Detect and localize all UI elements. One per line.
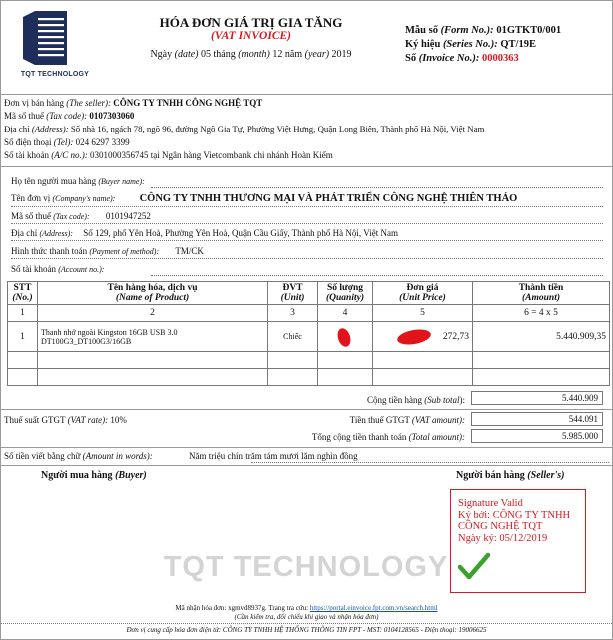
table-row [8, 322, 610, 352]
lookup-info: Mã nhận hóa đơn: xgmvd8937g. Trang tra cứu: https://portal.einvoice.fpt.com.vn/search.html [175, 604, 438, 612]
invoice-title: HÓA ĐƠN GIÁ TRỊ GIA TĂNG [159, 15, 343, 30]
watermark: TQT TECHNOLOGY [163, 551, 449, 583]
header-stt: STT (No.) [8, 282, 38, 305]
seller-signature-label: Người bán hàng (Seller's) [456, 470, 565, 481]
redaction-mark [335, 327, 352, 349]
invoice-date: Ngày (date) 05 tháng (month) 12 năm (year) 2019 [150, 49, 352, 60]
items-table [7, 281, 610, 386]
buyer-company: Tên đơn vị (Company's name): CÔNG TY TNHH THƯƠNG MẠI VÀ PHÁT TRIỂN CÔNG NGHỆ THIÊN THẢO [11, 193, 518, 204]
buyer-name: Họ tên người mua hàng (Buyer name): [11, 176, 145, 186]
lookup-note: (Cần kiểm tra, đối chiếu khi giao và nhận hóa đơn) [234, 613, 379, 621]
seller-address: Địa chỉ (Address): Số nhà 16, ngách 78, ngõ 96, đường Ngô Gia Tự, Phường Việt Hưng, Quận Long Biên, Thành phố Hà Nội, Việt Nam [4, 124, 485, 134]
header-product: Tên hàng hóa, dịch vụ (Name of Product) [38, 282, 268, 305]
signature-stamp: Signature Valid Ký bởi: CÔNG TY TNHH CÔNG NGHỆ TQT Ngày ký: 05/12/2019 [450, 489, 586, 593]
buyer-signature-label: Người mua hàng (Buyer) [41, 470, 147, 481]
serial-number: Ký hiệu (Series No.): QT/19E [405, 39, 536, 50]
table-empty-row [8, 352, 610, 369]
redaction-mark [396, 327, 432, 347]
provider-info: Đơn vị cung cấp hóa đơn điện tử: CÔNG TY TNHH HỆ THỐNG THÔNG TIN FPT - MST: 0104128565 - Điện thoại: 19006625 [126, 626, 487, 634]
invoice-number: Số (Invoice No.): 0000363 [405, 53, 519, 64]
row-quantity [318, 322, 373, 352]
row-unit-price: 272,73 [373, 322, 473, 352]
buyer-account: Số tài khoản (Account no.): [11, 264, 105, 274]
table-header-row [8, 282, 610, 305]
table-empty-row [8, 369, 610, 386]
buyer-address: Địa chỉ (Address): Số 129, phố Yên Hoà, Phường Yên Hoà, Quận Cầu Giấy, Thành phố Hà Nội, Việt Nam [11, 228, 398, 238]
header-unit-price: Đơn giá (Unit Price) [373, 282, 473, 305]
amount-in-words: Số tiền viết bằng chữ (Amount in words): Năm triệu chín trăm tám mươi lăm nghìn đồng [4, 451, 358, 461]
buyer-tax-code: Mã số thuế (Tax code): 0101947252 [11, 211, 151, 221]
logo-mark-icon [21, 9, 91, 69]
lookup-link[interactable]: https://portal.einvoice.fpt.com.vn/search.html [309, 604, 438, 612]
header-unit: ĐVT (Unit) [268, 282, 318, 305]
seller-tax-code: Mã số thuế (Tax code): 0107303060 [4, 111, 135, 121]
form-number: Mẫu số (Form No.): 01GTKT0/001 [405, 25, 562, 36]
vat-amount-value: 544.091 [471, 412, 603, 426]
vat-rate: Thuế suất GTGT (VAT rate): 10% [4, 415, 127, 425]
subtotal-label: Cộng tiền hàng (Sub total): [367, 395, 465, 405]
header-quantity: Số lượng (Quanity) [318, 282, 373, 305]
row-product: Thanh nhớ ngoài Kingston 16GB USB 3.0 DT100G3_DT100G3/16GB [38, 322, 268, 352]
total-value: 5.985.000 [471, 429, 603, 443]
company-logo [21, 9, 91, 81]
row-stt: 1 [8, 322, 38, 352]
vat-amount-label: Tiền thuế GTGT (VAT amount): [349, 415, 465, 425]
invoice-title-en: (VAT INVOICE) [211, 30, 291, 42]
total-label: Tổng cộng tiền thanh toán (Total amount): [311, 432, 465, 442]
seller-name: Đơn vị bán hàng (The seller): CÔNG TY TNHH CÔNG NGHỆ TQT [4, 98, 263, 108]
seller-phone: Số điện thoại (Tel): 024 6297 3399 [4, 137, 130, 147]
logo-text: TQT TECHNOLOGY [20, 71, 90, 78]
header-amount: Thành tiền (Amount) [473, 282, 610, 305]
subtotal-value: 5.440.909 [471, 391, 603, 405]
checkmark-icon [457, 552, 491, 586]
row-amount: 5.440.909,35 [473, 322, 610, 352]
table-index-row: 1 2 3 4 5 6 = 4 x 5 [8, 305, 610, 322]
row-unit: Chiếc [268, 322, 318, 352]
seller-account: Số tài khoản (A/C no.): 0301000356745 tại Ngân hàng Vietcombank chi nhánh Hoàn Kiếm [4, 150, 333, 160]
payment-method: Hình thức thanh toán (Payment of method): TM/CK [11, 246, 204, 256]
